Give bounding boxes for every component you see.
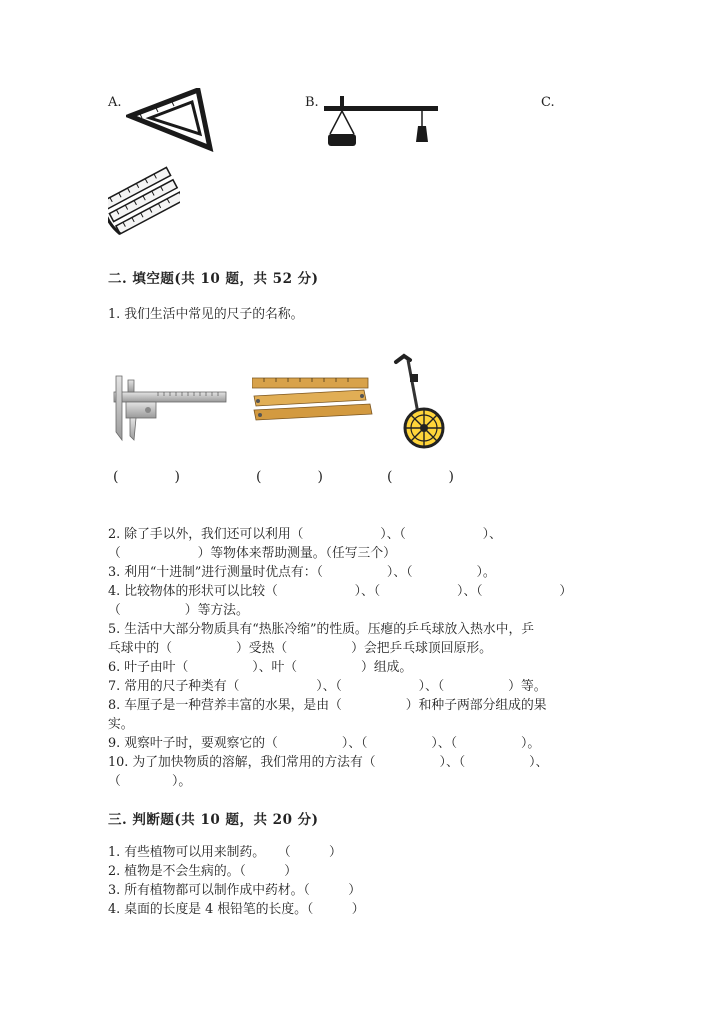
option-c-label: C. [541,95,555,110]
measuring-wheel-icon [390,352,450,450]
tape-measure-icon [108,166,180,238]
s2-line-8: 6. 叶子由叶（ ）、叶（ ）组成。 [108,660,413,675]
q1-blank-2: ( ) [256,469,323,485]
section-2-title: 二. 填空题(共 10 题，共 52 分) [108,271,319,287]
q1-text: 1. 我们生活中常见的尺子的名称。 [108,307,304,322]
vernier-caliper-icon [108,372,228,442]
s2-line-11: 实。 [108,717,134,732]
s2-line-6: 5. 生活中大部分物质具有“热胀冷缩”的性质。压瘪的乒乓球放入热水中，乒 [108,622,535,637]
s2-line-10: 8. 车厘子是一种营养丰富的水果，是由（ ）和种子两部分组成的果 [108,698,547,713]
triangle-ruler-icon [126,88,216,152]
s3-line-4: 4. 桌面的长度是 4 根铅笔的长度。（ ） [108,902,365,917]
option-b-label: B. [305,95,319,110]
s2-line-5: （ ）等方法。 [108,603,249,618]
section-3-title: 三. 判断题(共 10 题，共 20 分) [108,812,319,828]
s2-line-13: 10. 为了加快物质的溶解，我们常用的方法有（ ）、（ ）、 [108,755,549,770]
q1-blank-1: ( ) [113,469,180,485]
s3-line-1: 1. 有些植物可以用来制药。 （ ） [108,845,342,860]
s2-line-9: 7. 常用的尺子种类有（ ）、（ ）、（ ）等。 [108,679,547,694]
s2-line-1: 2. 除了手以外，我们还可以利用（ ）、（ ）、 [108,527,502,542]
option-a-label: A. [108,95,122,110]
balance-scale-icon [322,96,442,152]
s2-line-4: 4. 比较物体的形状可以比较（ ）、（ ）、（ ） [108,584,573,599]
s3-line-3: 3. 所有植物都可以制作成中药材。（ ） [108,883,362,898]
folding-ruler-icon [252,372,374,424]
s2-line-7: 乓球中的（ ）受热（ ）会把乒乓球顶回原形。 [108,641,492,656]
s2-line-14: （ ）。 [108,774,192,789]
s2-line-12: 9. 观察叶子时，要观察它的（ ）、（ ）、（ ）。 [108,736,541,751]
s2-line-2: （ ）等物体来帮助测量。（任写三个） [108,546,396,561]
s2-line-3: 3. 利用“十进制”进行测量时优点有：（ ）、（ ）。 [108,565,496,580]
s3-line-2: 2. 植物是不会生病的。（ ） [108,864,298,879]
q1-blank-3: ( ) [387,469,454,485]
